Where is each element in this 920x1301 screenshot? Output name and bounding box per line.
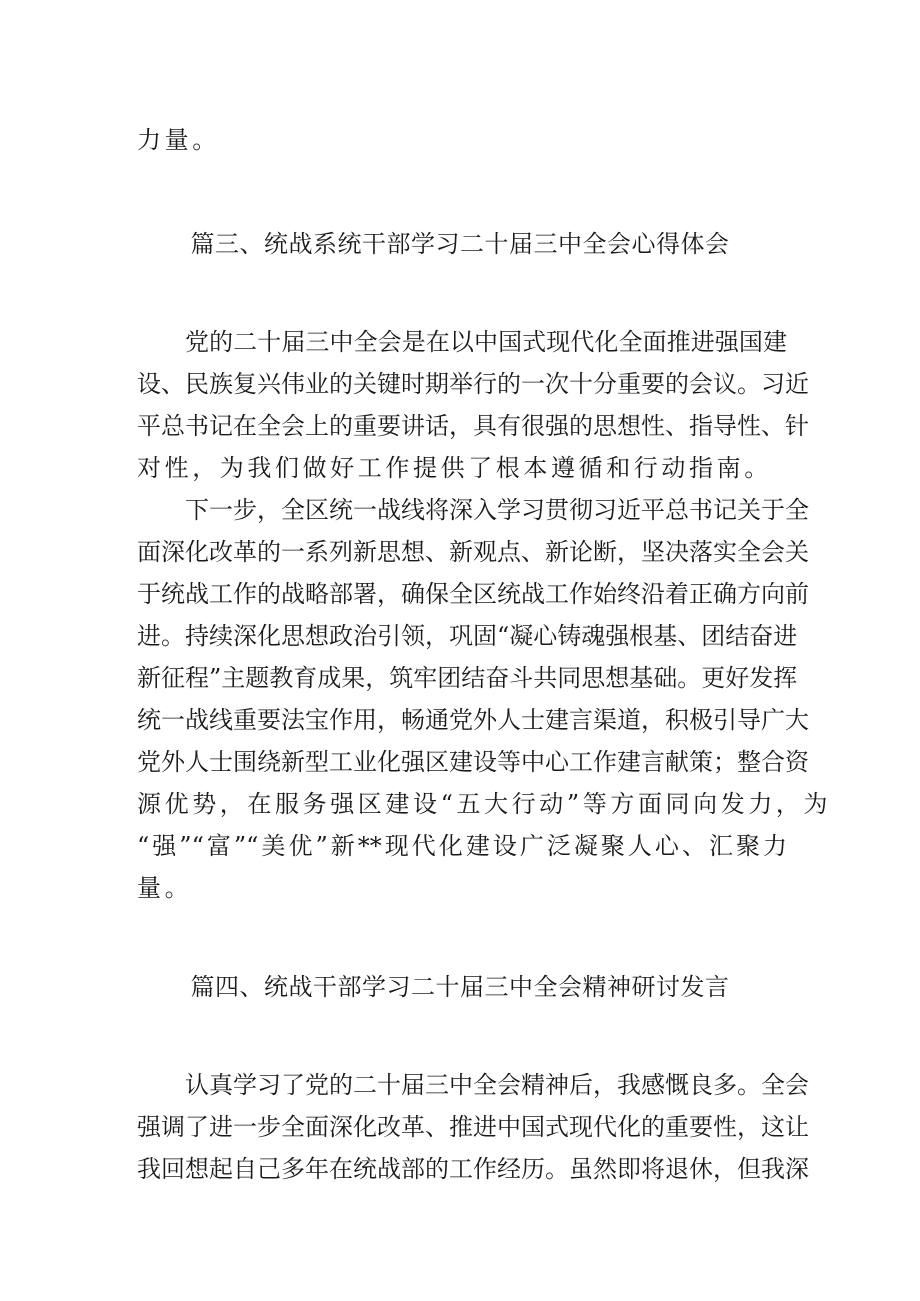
text-line: 下一步，全区统一战线将深入学习贯彻习近平总书记关于全 xyxy=(185,496,809,524)
text-line: 认真学习了党的二十届三中全会精神后，我感慨良多。全会 xyxy=(185,1071,809,1099)
text-line: 于统战工作的战略部署，确保全区统战工作始终沿着正确方向前 xyxy=(137,580,809,608)
text-line: 进。持续深化思想政治引领，巩固“凝心铸魂强根基、团结奋进 xyxy=(137,622,798,650)
text-line: “强”“富”“美优”新**现代化建设广泛凝聚人心、汇聚力 xyxy=(137,832,787,860)
text-line: 强调了进一步全面深化改革、推进中国式现代化的重要性，这让 xyxy=(137,1113,809,1141)
text-line: 党外人士围绕新型工业化强区建设等中心工作建言献策；整合资 xyxy=(137,748,809,776)
section-heading-3: 篇三、统战系统干部学习二十届三中全会心得体会 xyxy=(190,230,730,258)
text-line: 源优势，在服务强区建设“五大行动”等方面同向发力，为 xyxy=(137,790,832,818)
text-line: 量。 xyxy=(137,874,193,902)
section-heading-4: 篇四、统战干部学习二十届三中全会精神研讨发言 xyxy=(190,973,730,1001)
text-line: 面深化改革的一系列新思想、新观点、新论断，坚决落实全会关 xyxy=(137,538,809,566)
text-line: 对性，为我们做好工作提供了根本遵循和行动指南。 xyxy=(137,454,772,482)
text-line: 统一战线重要法宝作用，畅通党外人士建言渠道，积极引导广大 xyxy=(137,706,809,734)
text-line: 设、民族复兴伟业的关键时期举行的一次十分重要的会议。习近 xyxy=(137,370,809,398)
paragraph-tail: 力量。 xyxy=(137,126,220,154)
text-line: 平总书记在全会上的重要讲话，具有很强的思想性、指导性、针 xyxy=(137,412,809,440)
text-line: 我回想起自己多年在统战部的工作经历。虽然即将退休，但我深 xyxy=(137,1155,809,1183)
text-line: 党的二十届三中全会是在以中国式现代化全面推进强国建 xyxy=(185,328,787,356)
text-line: 新征程”主题教育成果，筑牢团结奋斗共同思想基础。更好发挥 xyxy=(137,664,798,692)
